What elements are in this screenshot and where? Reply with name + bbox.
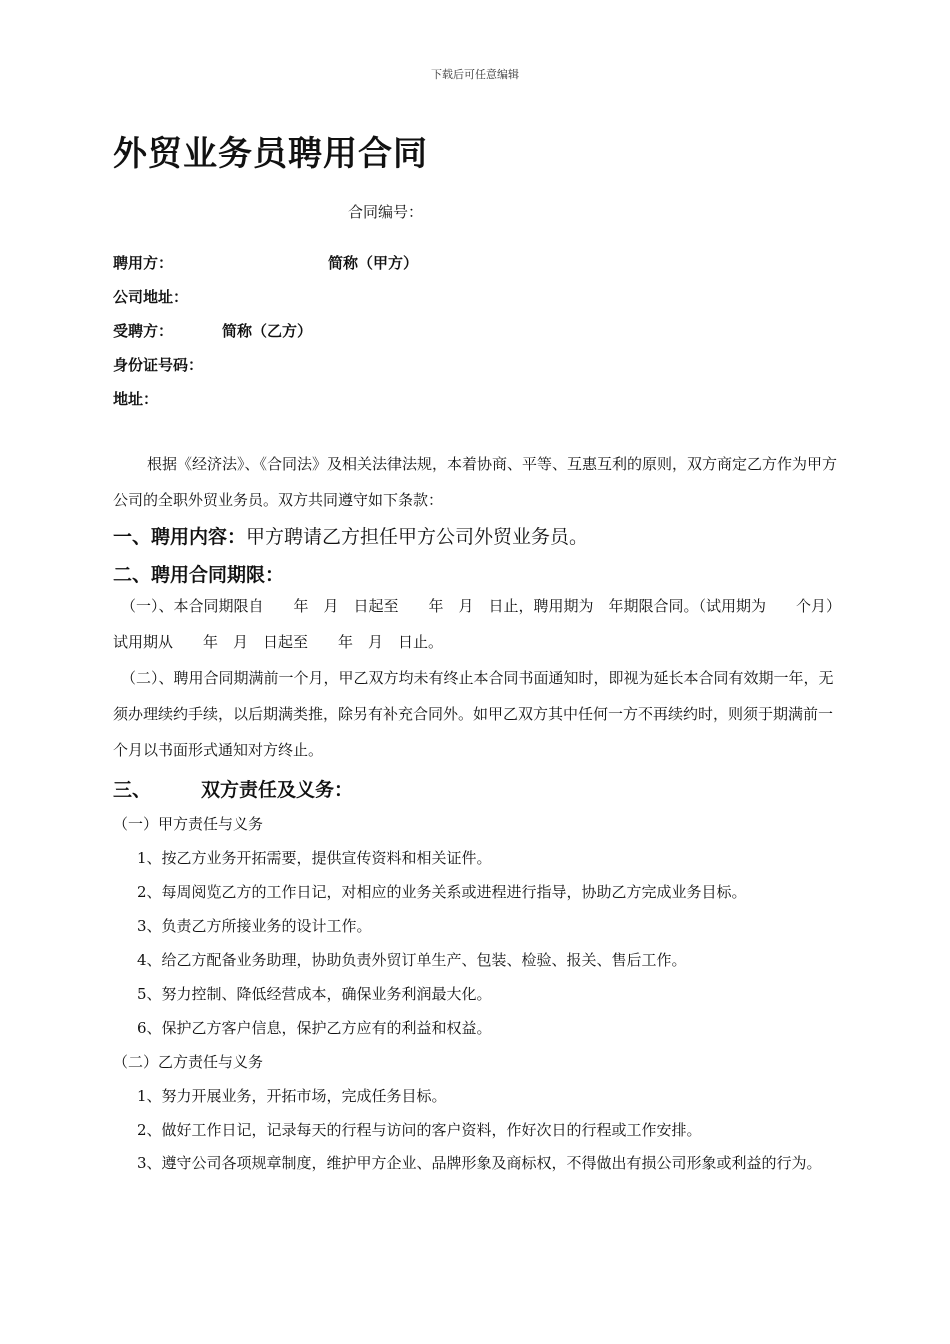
section-1-text: 甲方聘请乙方担任甲方公司外贸业务员。 (246, 526, 589, 548)
address-row (113, 388, 158, 409)
intro-paragraph: 根据《经济法》、《合同法》及相关法律法规，本着协商、平等、互惠互利的原则，双方商定乙方作为甲方公司的全职外贸业务员。双方共同遵守如下条款： (113, 455, 838, 509)
contract-number-label: 合同编号： (348, 203, 424, 221)
id-number-label: 身份证号码： (113, 356, 204, 374)
employer-row (113, 252, 419, 273)
document-title: 外贸业务员聘用合同 (113, 134, 428, 174)
employer-label: 聘用方： (113, 254, 174, 272)
party-a-item: 3、负责乙方所接业务的设计工作。 (137, 917, 372, 935)
party-b-item: 1、努力开展业务，开拓市场，完成任务目标。 (137, 1087, 447, 1105)
employer-short-name: 简称（甲方） (328, 254, 419, 272)
party-a-item: 6、保护乙方客户信息，保护乙方应有的利益和权益。 (137, 1019, 492, 1037)
company-address-row (113, 286, 188, 307)
party-b-duties-title: （二）乙方责任与义务 (113, 1053, 264, 1071)
party-a-duties-title: （一）甲方责任与义务 (113, 815, 264, 833)
section-2-clause-2: （二）、聘用合同期满前一个月，甲乙双方均未有终止本合同书面通知时，即视为延长本合同有效期一年，无须办理续约手续，以后期满类推，除另有补充合同外。如甲乙双方其中任何一方不再续约时，则须于期满前一个月以书面形式通知对方终止。 (113, 669, 834, 759)
party-b-item: 3、遵守公司各项规章制度，维护甲方企业、品牌形象及商标权，不得做出有损公司形象或利益的行为。 (137, 1154, 822, 1172)
party-a-item: 4、给乙方配备业务助理，协助负责外贸订单生产、包装、检验、报关、售后工作。 (137, 951, 687, 969)
employee-short-name: 简称（乙方） (222, 322, 313, 340)
address-label: 地址： (113, 390, 159, 408)
section-2-clause-1: （一）、本合同期限自 年 月 日起至 年 月 日止，聘用期为 年期限合同。（试用期为 个月）试用期从 年 月 日起至 年 月 日止。 (113, 597, 834, 651)
section-1-title: 一、聘用内容： (113, 526, 247, 548)
company-address-label: 公司地址： (113, 288, 189, 306)
section-3-title: 双方责任及义务： (201, 779, 354, 801)
id-number-row (113, 354, 203, 375)
header-note: 下载后可任意编辑 (431, 68, 519, 81)
section-1-heading (113, 522, 588, 549)
section-3-heading (113, 775, 353, 802)
party-b-item: 2、做好工作日记，记录每天的行程与访问的客户资料，作好次日的行程或工作安排。 (137, 1121, 702, 1139)
section-3-number: 三、 (113, 779, 152, 801)
employee-label: 受聘方： (113, 322, 174, 340)
employee-row (113, 320, 313, 341)
party-a-item: 1、按乙方业务开拓需要，提供宣传资料和相关证件。 (137, 849, 492, 867)
party-a-item: 5、努力控制、降低经营成本，确保业务利润最大化。 (137, 985, 492, 1003)
party-a-item: 2、每周阅览乙方的工作日记，对相应的业务关系或进程进行指导，协助乙方完成业务目标。 (137, 883, 747, 901)
section-2-heading: 二、聘用合同期限： (113, 564, 285, 586)
